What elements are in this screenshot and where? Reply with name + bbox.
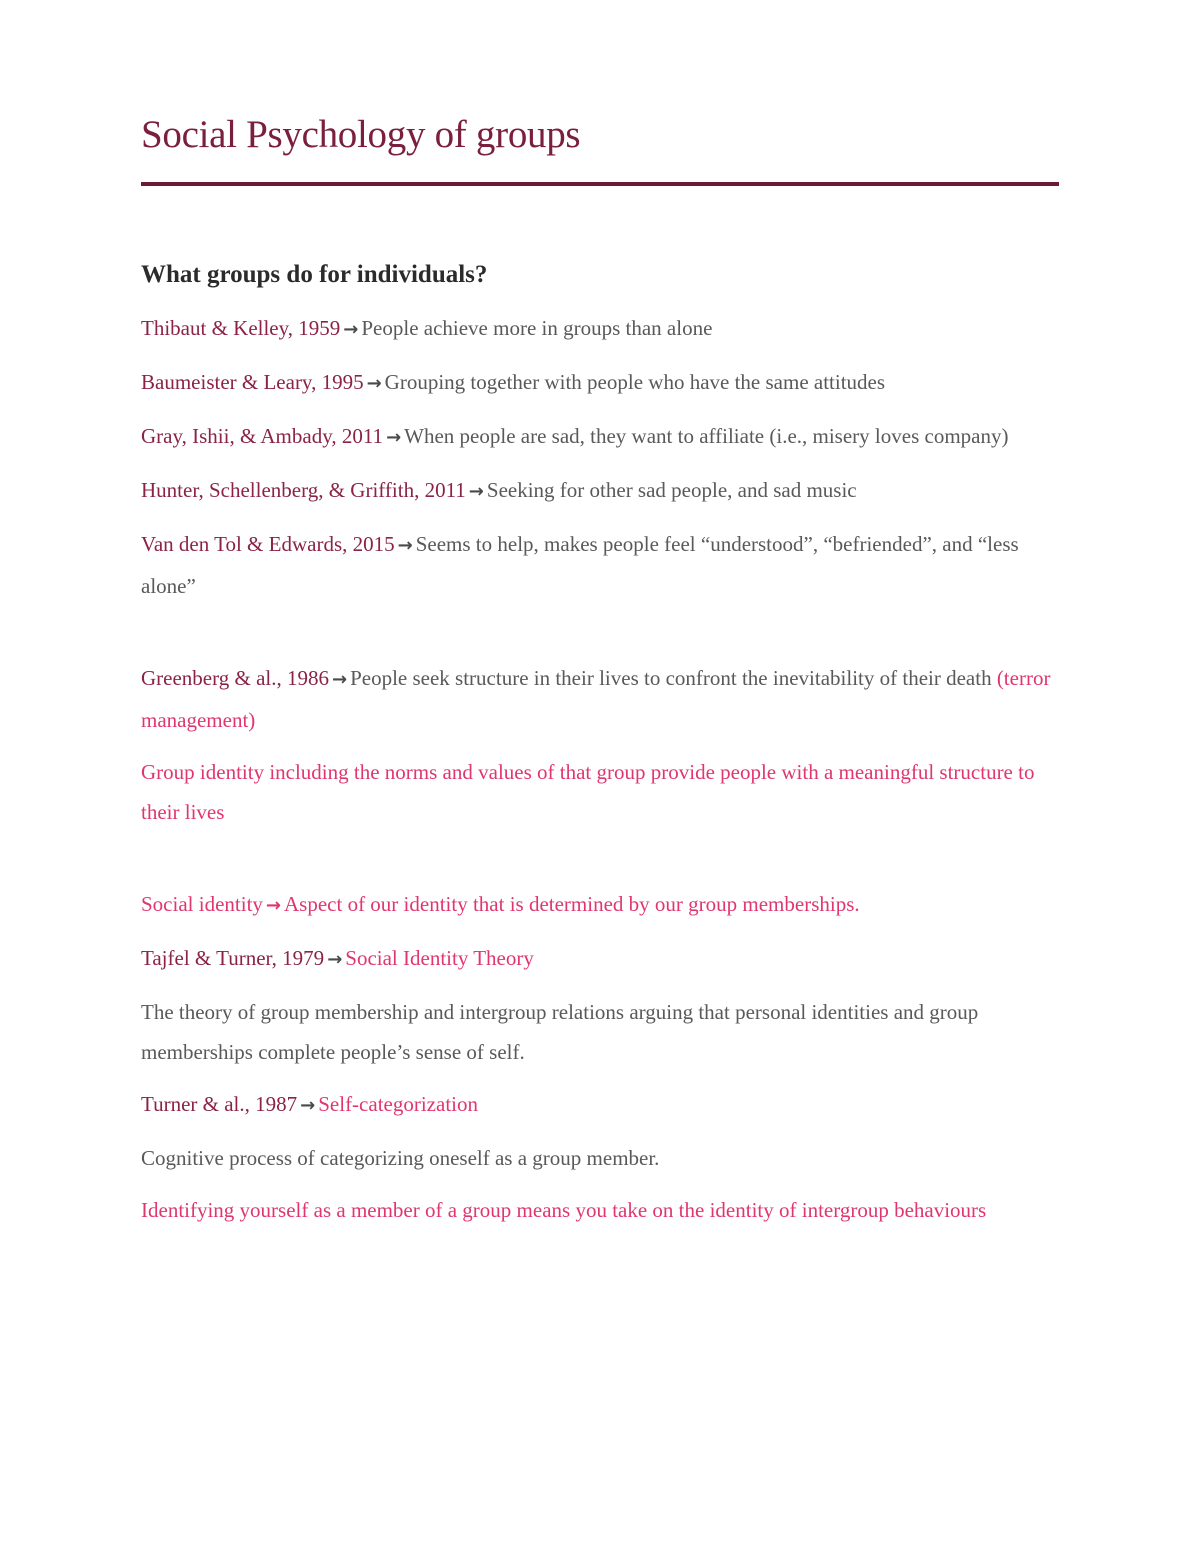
right-arrow-icon: →: [366, 372, 382, 394]
definition-line: [141, 884, 1059, 926]
reference-line: [141, 658, 1059, 740]
right-arrow-icon: →: [265, 894, 281, 916]
term-definition: Aspect of our identity that is determined by our group memberships.: [284, 891, 860, 916]
page-title: Social Psychology of groups: [141, 113, 581, 156]
citation: Van den Tol & Edwards, 2015: [141, 531, 395, 556]
right-arrow-icon: →: [331, 668, 348, 690]
reference-text: When people are sad, they want to affiliate (i.e., misery loves company): [404, 423, 1009, 448]
section-heading: What groups do for individuals?: [141, 260, 488, 288]
citation: Thibaut & Kelley, 1959: [141, 315, 341, 340]
reference-line: [141, 416, 1059, 458]
reference-text: Grouping together with people who have the same attitudes: [384, 369, 886, 394]
reference-line: [141, 362, 1059, 404]
right-arrow-icon: →: [386, 426, 402, 448]
citation: Turner & al., 1987: [141, 1091, 298, 1116]
reference-line: [141, 524, 1059, 606]
reference-line: [141, 938, 1059, 980]
document-page: [141, 112, 1059, 1230]
highlight-paragraph: Identifying yourself as a member of a group means you take on the identity of intergroup behaviours: [141, 1197, 987, 1222]
citation: Hunter, Schellenberg, & Griffith, 2011: [141, 477, 466, 502]
citation: Gray, Ishii, & Ambady, 2011: [141, 423, 384, 448]
reference-text: Seeking for other sad people, and sad music: [486, 477, 857, 502]
citation: Tajfel & Turner, 1979: [141, 945, 325, 970]
body-paragraph: Cognitive process of categorizing oneself as a group member.: [141, 1145, 660, 1170]
highlight-paragraph: Group identity including the norms and values of that group provide people with a meaningful structure to their lives: [141, 759, 1035, 824]
right-arrow-icon: →: [343, 318, 359, 340]
reference-line: [141, 308, 1059, 350]
citation: Baumeister & Leary, 1995: [141, 369, 364, 394]
reference-line: [141, 1084, 1059, 1126]
body-paragraph: The theory of group membership and intergroup relations arguing that personal identities and group memberships complete people’s sense of self.: [141, 999, 979, 1064]
theory-name: Self-categorization: [318, 1091, 478, 1116]
citation: Greenberg & al., 1986: [141, 665, 329, 690]
title-divider: [141, 182, 1059, 186]
reference-text: Seems to help, makes people feel “understood”, “befriended”, and “less alone”: [141, 531, 1019, 598]
highlight-note: (terror management): [141, 665, 1051, 732]
right-arrow-icon: →: [468, 480, 484, 502]
right-arrow-icon: →: [327, 948, 343, 970]
reference-text: People achieve more in groups than alone: [361, 315, 713, 340]
term: Social identity: [141, 891, 263, 916]
right-arrow-icon: →: [397, 534, 413, 556]
reference-line: [141, 470, 1059, 512]
right-arrow-icon: →: [300, 1094, 316, 1116]
theory-name: Social Identity Theory: [345, 945, 534, 970]
reference-text: People seek structure in their lives to confront the inevitability of their death: [350, 665, 992, 690]
